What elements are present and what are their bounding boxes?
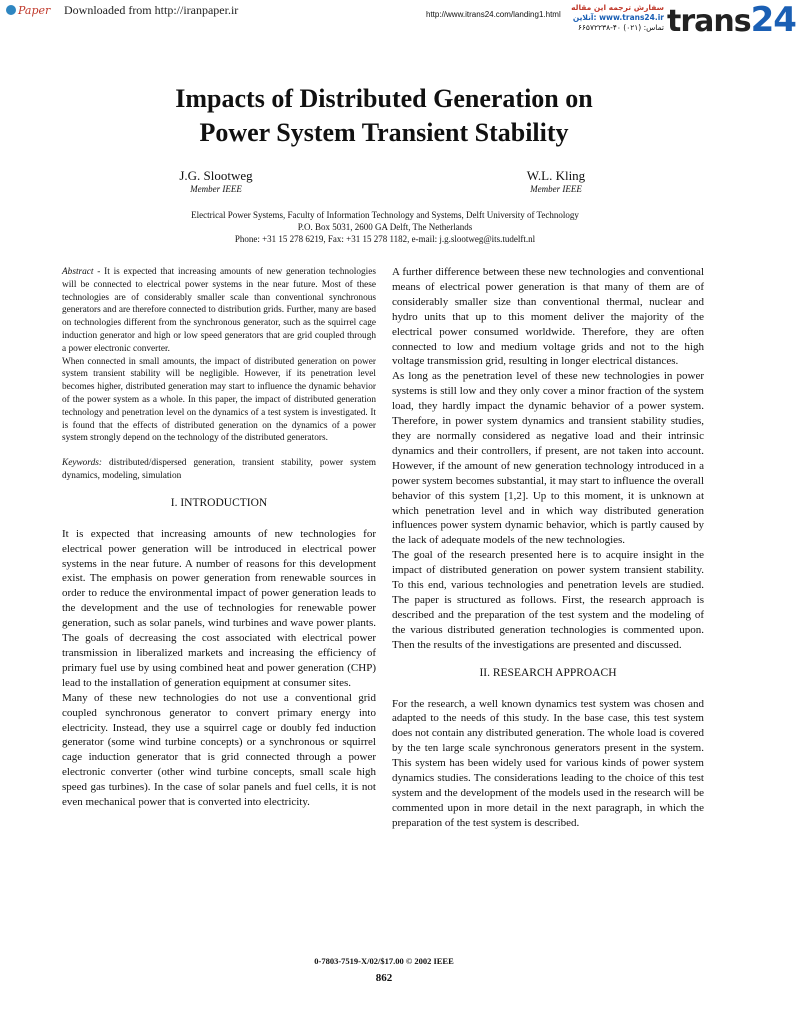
body-paragraph: It is expected that increasing amounts of new technologies for electrical power generation will be introduced in electrical power systems in the near future. A number of reasons for this development exist. The emphasis on power generation from renewable sources in order to reduce the environmental impact of power generation leads to the development and the use of technologies for renewable power generation, such as solar panels, wind turbines and wave power plants. The goals of decreasing the cost associated with electrical power transmission in liberalized markets and increasing the efficiency of primary fuel use by using combined heat and power generation (CHP) lead to the installation of generation equipment at consumer sites.: [62, 527, 376, 689]
paper-title: [0, 82, 768, 150]
body-paragraph: A further difference between these new technologies and conventional means of electrical power generation is that many of them are of considerably smaller size than conventional thermal, nuclear and hydro units that up to this moment deliver the majority of the electrical power consumed worldwide. Therefore, they are often connected to low and medium voltage grids and not to the high voltage transmission grid, resulting in longer electrical distances.: [392, 266, 704, 368]
body-paragraph: The goal of the research presented here is to acquire insight in the impact of distributed generation on power system transient stability. To this end, various technologies and penetration levels are studied. The paper is structured as follows. First, the research approach is described and the preparation of the test system and the modeling of the various distributed generation technologies is commented upon. Then the results of the investigations are presented and discussed.: [392, 549, 704, 651]
affiliation: [100, 209, 670, 245]
author-role: Member IEEE: [190, 184, 242, 194]
phone-text: تماس: (۰۲۱) ۴۰-۶۶۵۷۲۲۳۸: [577, 23, 664, 32]
keywords: [62, 457, 376, 483]
trans24-url[interactable]: http://www.itrans24.com/landing1.html: [426, 10, 561, 19]
download-banner: [6, 2, 238, 18]
abstract: [62, 266, 376, 483]
abstract-paragraph: When connected in small amounts, the impact of distributed generation on power system transient stability will be negligible. However, if its penetration level becomes higher, distributed generation may start to influence the dynamic behavior of the power system as a whole. In this paper, the impact of distributed generation technology and penetration level on the dynamics of a test system is investigated. It is found that the effects of distributed generation on the dynamics of a power system strongly depend on the technology of the distributed generators.: [62, 356, 376, 444]
affiliation-contact: Phone: +31 15 278 6219, Fax: +31 15 278 1182, e-mail: j.g.slootweg@its.tudelft.nl: [234, 234, 536, 244]
page-number: 862: [375, 972, 393, 984]
brand-text: trans: [667, 4, 751, 39]
iranpaper-logo: [6, 2, 58, 18]
logo-text: Paper: [18, 3, 51, 17]
author-name: W.L. Kling: [526, 168, 586, 183]
right-column: [392, 265, 704, 831]
order-translation-text[interactable]: سفارش ترجمه این مقاله: [571, 3, 664, 12]
logo-dot-icon: [6, 5, 16, 15]
abstract-paragraph: - It is expected that increasing amounts of new generation technologies will be connected to electrical power systems in the near future. Most of these technologies are of considerably smaller scale than conventional synchronous generators and are therefore connected to distribution grids. Further, many are based on technologies different from the synchronous generator, such as the squirrel cage induction generator and high or low speed generators that are grid coupled through a power electronic converter.: [62, 267, 376, 354]
keywords-label: Keywords:: [62, 458, 102, 469]
research-body: [392, 697, 704, 831]
trans24-contact: [570, 3, 664, 33]
section-heading-introduction: I. INTRODUCTION: [170, 496, 268, 509]
body-paragraph: For the research, a well known dynamics test system was chosen and adapted to the needs of this study. In the base case, this test system does not contain any distributed generation. The whole load is covered by the ten large scale synchronous generators present in the system. This system has been widely used for various kinds of power system dynamics studies. The considerations leading to the choice of this test system and the development of the models used in the research will be commented upon in more detail in the next paragraph, in which the preparation of the test system is described.: [392, 697, 704, 829]
author-2: [476, 168, 636, 194]
abstract-label: Abstract: [62, 267, 94, 277]
online-site-text[interactable]: آنلاین: www.trans24.ir: [572, 13, 664, 22]
brand-number: 24: [750, 0, 796, 40]
introduction-body: [62, 527, 376, 810]
copyright-line: 0-7803-7519-X/02/$17.00 © 2002 IEEE: [314, 956, 454, 966]
right-body: [392, 265, 704, 653]
section-heading-research-approach: II. RESEARCH APPROACH: [479, 666, 617, 679]
trans24-logo[interactable]: [667, 0, 796, 40]
author-1: [136, 168, 296, 194]
author-name: J.G. Slootweg: [179, 168, 253, 183]
title-line-2: Power System Transient Stability: [199, 118, 569, 147]
body-paragraph: As long as the penetration level of these new technologies in power systems is still low and they only cover a minor fraction of the system load, they hardly impact the dynamic behavior of a power system. Therefore, in power system dynamics and transient stability studies, they are normally considered as negative load and their intrinsic dynamics and their controllers, if present, are not taken into account. However, if the amount of new generation technology introduced in a power system becomes substantial, it may start to influence the overall behavior of this system [1,2]. Up to this moment, it is unknown at which penetration level and in which way distributed generation influences power system dynamic behavior, which is partly caused by the lack of adequate models of the new technologies.: [392, 370, 704, 547]
body-paragraph: Many of these new technologies do not use a conventional grid coupled synchronous generator to convert primary energy into electricity. Instead, they use a squirrel cage or doubly fed induction generator (some wind turbine concepts) or a synchronous or squirrel cage induction generator that is grid connected through a power electronic converter (other wind turbine concepts, small scale high speed gas turbines). In the case of solar panels and fuel cells, it is not even mechanical power that is converted into electricity.: [62, 691, 376, 809]
title-line-1: Impacts of Distributed Generation on: [175, 84, 593, 113]
affiliation-line: Electrical Power Systems, Faculty of Information Technology and Systems, Delft University of Technology: [191, 210, 579, 220]
downloaded-from-text[interactable]: Downloaded from http://iranpaper.ir: [64, 2, 239, 17]
keywords-text: distributed/dispersed generation, transient stability, power system dynamics, modeling, simulation: [62, 458, 376, 481]
left-column: [62, 266, 376, 810]
affiliation-line: P.O. Box 5031, 2600 GA Delft, The Netherlands: [297, 222, 473, 232]
author-role: Member IEEE: [530, 184, 582, 194]
